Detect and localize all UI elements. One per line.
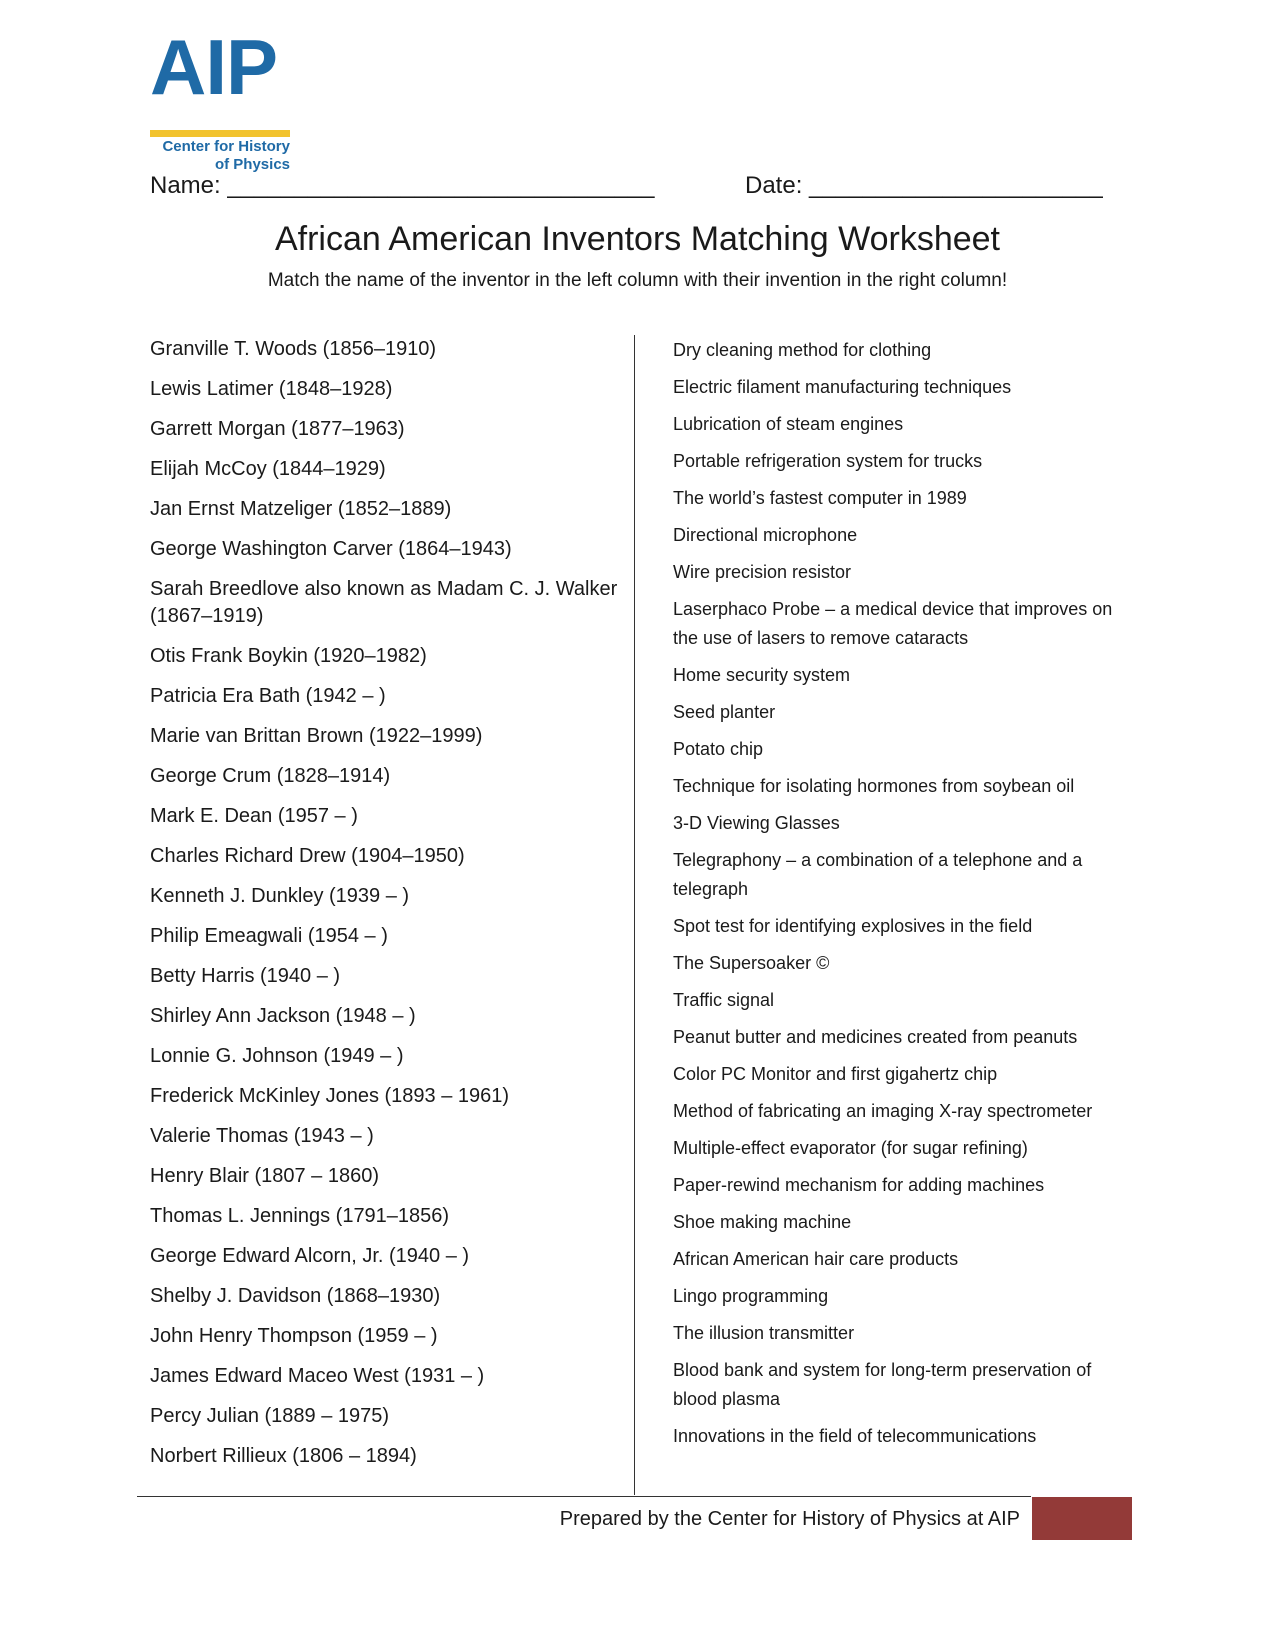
inventor-item: Lonnie G. Johnson (1949 – ) bbox=[150, 1045, 404, 1067]
inventor-item: Otis Frank Boykin (1920–1982) bbox=[150, 645, 427, 667]
invention-item: African American hair care products bbox=[673, 1249, 959, 1269]
inventor-item: Henry Blair (1807 – 1860) bbox=[150, 1165, 380, 1187]
logo-subtitle-line2: of Physics bbox=[214, 156, 290, 173]
inventor-item: Shelby J. Davidson (1868–1930) bbox=[150, 1285, 441, 1307]
invention-item: The illusion transmitter bbox=[673, 1323, 855, 1343]
inventor-item: Jan Ernst Matzeliger (1852–1889) bbox=[150, 498, 452, 520]
inventor-item: Valerie Thomas (1943 – ) bbox=[150, 1125, 374, 1147]
invention-item: The Supersoaker © bbox=[673, 953, 830, 973]
invention-item: Telegraphony – a combination of a telephone and a telegraph bbox=[673, 850, 1083, 899]
inventor-item: Marie van Brittan Brown (1922–1999) bbox=[150, 725, 483, 747]
invention-item: Multiple-effect evaporator (for sugar refining) bbox=[673, 1138, 1028, 1158]
logo-underline bbox=[150, 130, 290, 137]
inventor-item: Betty Harris (1940 – ) bbox=[150, 965, 341, 987]
invention-item: Blood bank and system for long-term preservation of blood plasma bbox=[673, 1360, 1092, 1409]
logo-subtitle-line1: Center for History bbox=[162, 138, 290, 155]
inventor-item: George Crum (1828–1914) bbox=[150, 765, 391, 787]
inventor-item: Thomas L. Jennings (1791–1856) bbox=[150, 1205, 450, 1227]
page-instructions: Match the name of the inventor in the left column with their invention in the right column! bbox=[267, 270, 1008, 291]
invention-item: Peanut butter and medicines created from peanuts bbox=[673, 1027, 1078, 1047]
invention-item: Method of fabricating an imaging X-ray spectrometer bbox=[673, 1101, 1093, 1121]
invention-item: Technique for isolating hormones from soybean oil bbox=[673, 776, 1075, 796]
invention-item: Dry cleaning method for clothing bbox=[673, 340, 932, 360]
page-title: African American Inventors Matching Worksheet bbox=[274, 220, 1001, 258]
name-field: Name: ________________________________ bbox=[150, 172, 655, 199]
invention-item: Lubrication of steam engines bbox=[673, 414, 904, 434]
invention-item: Seed planter bbox=[673, 702, 776, 722]
inventor-item: Granville T. Woods (1856–1910) bbox=[150, 338, 437, 360]
invention-item: Spot test for identifying explosives in the field bbox=[673, 916, 1033, 936]
invention-item: Paper-rewind mechanism for adding machines bbox=[673, 1175, 1045, 1195]
inventor-item: George Washington Carver (1864–1943) bbox=[150, 538, 512, 560]
date-field: Date: ______________________ bbox=[745, 172, 1103, 199]
invention-list bbox=[673, 336, 1133, 1459]
invention-item: Innovations in the field of telecommunications bbox=[673, 1426, 1037, 1446]
inventor-item: Philip Emeagwali (1954 – ) bbox=[150, 925, 388, 947]
inventor-item: Garrett Morgan (1877–1963) bbox=[150, 418, 405, 440]
inventor-item: Charles Richard Drew (1904–1950) bbox=[150, 845, 465, 867]
invention-item: Portable refrigeration system for trucks bbox=[673, 451, 983, 471]
column-divider bbox=[634, 335, 635, 1495]
inventor-item: John Henry Thompson (1959 – ) bbox=[150, 1325, 438, 1347]
inventor-item: Lewis Latimer (1848–1928) bbox=[150, 378, 393, 400]
footer-accent-block bbox=[1032, 1497, 1132, 1540]
footer-text: Prepared by the Center for History of Physics at AIP bbox=[559, 1508, 1020, 1530]
invention-item: Lingo programming bbox=[673, 1286, 829, 1306]
invention-item: Electric filament manufacturing techniques bbox=[673, 377, 1012, 397]
invention-item: Potato chip bbox=[673, 739, 764, 759]
inventor-item: Frederick McKinley Jones (1893 – 1961) bbox=[150, 1085, 510, 1107]
invention-item: Shoe making machine bbox=[673, 1212, 852, 1232]
aip-logo bbox=[150, 23, 290, 173]
inventor-item: Norbert Rillieux (1806 – 1894) bbox=[150, 1445, 417, 1467]
invention-item: Directional microphone bbox=[673, 525, 858, 545]
logo-subtitle bbox=[150, 138, 290, 174]
invention-item: Laserphaco Probe – a medical device that improves on the use of lasers to remove cataracts bbox=[673, 599, 1113, 648]
inventor-list bbox=[150, 336, 620, 1483]
invention-item: 3-D Viewing Glasses bbox=[673, 813, 840, 833]
invention-item: Color PC Monitor and first gigahertz chip bbox=[673, 1064, 998, 1084]
invention-item: Home security system bbox=[673, 665, 851, 685]
logo-letters: AIP bbox=[150, 23, 278, 111]
inventor-item: James Edward Maceo West (1931 – ) bbox=[150, 1365, 485, 1387]
invention-item: Wire precision resistor bbox=[673, 562, 852, 582]
inventor-item: Percy Julian (1889 – 1975) bbox=[150, 1405, 390, 1427]
inventor-item: Elijah McCoy (1844–1929) bbox=[150, 458, 386, 480]
inventor-item: Shirley Ann Jackson (1948 – ) bbox=[150, 1005, 416, 1027]
inventor-item: Sarah Breedlove also known as Madam C. J. Walker (1867–1919) bbox=[150, 578, 618, 627]
inventor-item: Kenneth J. Dunkley (1939 – ) bbox=[150, 885, 410, 907]
footer-rule bbox=[137, 1496, 1031, 1497]
invention-item: Traffic signal bbox=[673, 990, 775, 1010]
inventor-item: George Edward Alcorn, Jr. (1940 – ) bbox=[150, 1245, 470, 1267]
inventor-item: Patricia Era Bath (1942 – ) bbox=[150, 685, 386, 707]
invention-item: The world’s fastest computer in 1989 bbox=[673, 488, 967, 508]
inventor-item: Mark E. Dean (1957 – ) bbox=[150, 805, 358, 827]
